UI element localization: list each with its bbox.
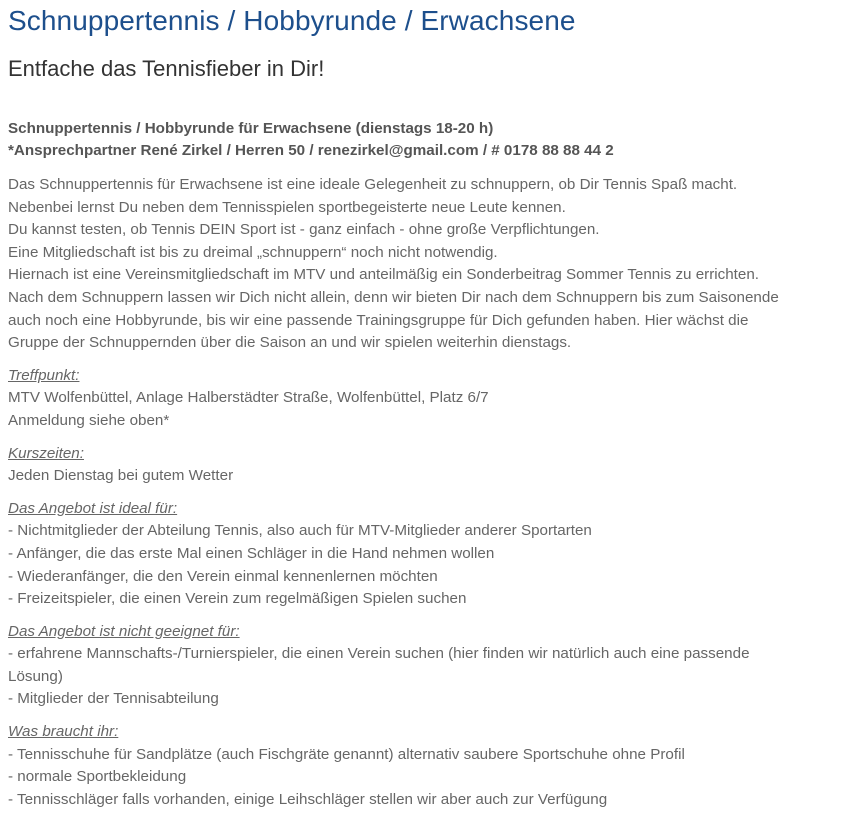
nicht-geeignet-heading: Das Angebot ist nicht geeignet für: bbox=[8, 622, 240, 640]
page-title: Schnuppertennis / Hobbyrunde / Erwachsene bbox=[8, 5, 576, 36]
intro-heading: Schnuppertennis / Hobbyrunde für Erwachsene (dienstags 18-20 h) bbox=[8, 120, 494, 137]
ideal-heading: Das Angebot ist ideal für: bbox=[8, 499, 178, 517]
ideal-item: - Freizeitspieler, die einen Verein zum regelmäßigen Spielen suchen bbox=[8, 590, 467, 608]
braucht-heading: Was braucht ihr: bbox=[8, 723, 119, 741]
description-line: Nebenbei lernst Du neben dem Tennisspielen sportbegeisterte neue Leute kennen. bbox=[8, 198, 566, 216]
treffpunkt-line: Anmeldung siehe oben* bbox=[8, 411, 170, 429]
description-line: Das Schnuppertennis für Erwachsene ist eine ideale Gelegenheit zu schnuppern, ob Dir Tennis Spaß macht. bbox=[8, 176, 738, 193]
intro-block bbox=[8, 118, 860, 162]
treffpunkt-section bbox=[8, 365, 860, 433]
nicht-geeignet-item: - Mitglieder der Tennisabteilung bbox=[8, 690, 219, 708]
description-paragraph bbox=[8, 174, 860, 355]
braucht-item: - Tennisschuhe für Sandplätze (auch Fischgräte genannt) alternativ saubere Sportschuhe ohne Profil bbox=[8, 745, 685, 763]
description-line: Nach dem Schnuppern lassen wir Dich nicht allein, denn wir bieten Dir nach dem Schnuppern bis zum Saisonende bbox=[8, 288, 779, 306]
treffpunkt-line: MTV Wolfenbüttel, Anlage Halberstädter Straße, Wolfenbüttel, Platz 6/7 bbox=[8, 389, 489, 407]
nicht-geeignet-item: - erfahrene Mannschafts-/Turnierspieler, die einen Verein suchen (hier finden wir natürlich auch eine passende bbox=[8, 645, 750, 663]
braucht-item: - normale Sportbekleidung bbox=[8, 768, 187, 786]
description-line: Gruppe der Schnuppernden über die Saison an und wir spielen weiterhin dienstags. bbox=[8, 334, 572, 352]
description-line: Hiernach ist eine Vereinsmitgliedschaft im MTV und anteilmäßig ein Sonderbeitrag Sommer Tennis zu errichten. bbox=[8, 266, 760, 284]
ideal-item: - Anfänger, die das erste Mal einen Schläger in die Hand nehmen wollen bbox=[8, 544, 495, 562]
page-subtitle: Entfache das Tennisfieber in Dir! bbox=[8, 56, 325, 81]
nicht-geeignet-item: Lösung) bbox=[8, 667, 63, 685]
description-line: auch noch eine Hobbyrunde, bis wir eine passende Trainingsgruppe für Dich gefunden haben. Hier wächst die bbox=[8, 311, 749, 329]
kurszeiten-heading: Kurszeiten: bbox=[8, 444, 84, 462]
ideal-item: - Nichtmitglieder der Abteilung Tennis, also auch für MTV-Mitglieder anderer Sportarten bbox=[8, 522, 592, 540]
braucht-section bbox=[8, 721, 860, 811]
treffpunkt-heading: Treffpunkt: bbox=[8, 366, 80, 384]
kurszeiten-line: Jeden Dienstag bei gutem Wetter bbox=[8, 467, 234, 485]
contact-line: *Ansprechpartner René Zirkel / Herren 50 / renezirkel@gmail.com / # 0178 88 88 44 2 bbox=[8, 142, 614, 159]
ideal-item: - Wiederanfänger, die den Verein einmal kennenlernen möchten bbox=[8, 567, 438, 585]
kurszeiten-section bbox=[8, 443, 860, 488]
ideal-section bbox=[8, 498, 860, 611]
description-line: Du kannst testen, ob Tennis DEIN Sport ist - ganz einfach - ohne große Verpflichtungen. bbox=[8, 221, 600, 239]
nicht-geeignet-section bbox=[8, 621, 860, 711]
braucht-item: - Tennisschläger falls vorhanden, einige Leihschläger stellen wir aber auch zur Verfügung bbox=[8, 790, 608, 808]
description-line: Eine Mitgliedschaft ist bis zu dreimal „schnuppern“ noch nicht notwendig. bbox=[8, 243, 498, 261]
